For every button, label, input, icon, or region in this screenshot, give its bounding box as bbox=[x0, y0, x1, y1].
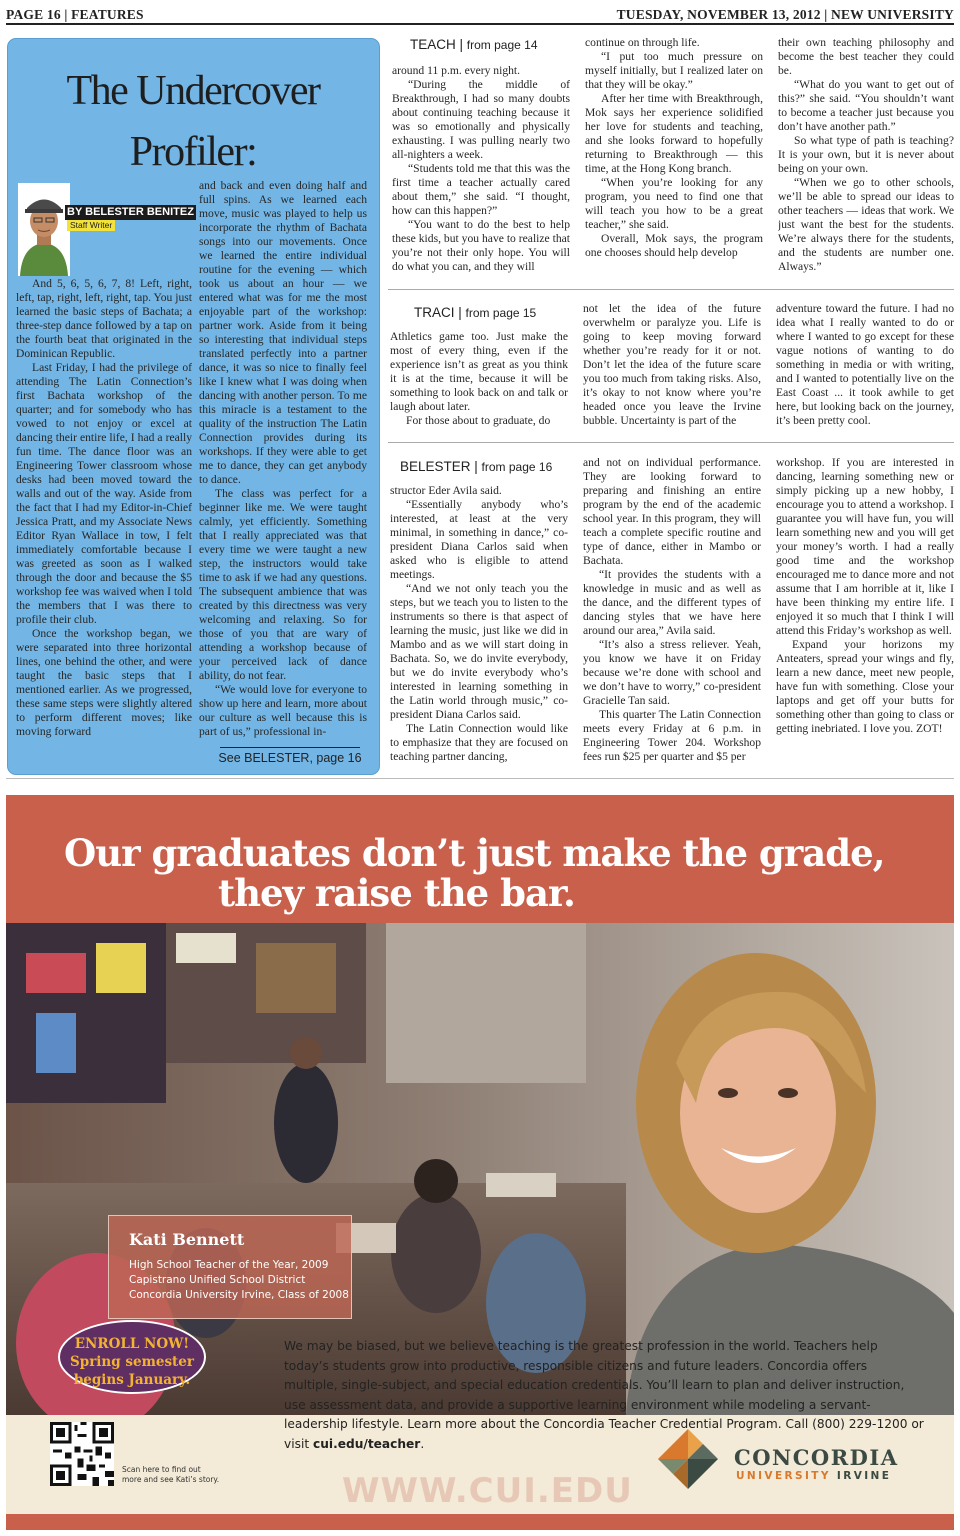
headline-line-1: Our graduates don’t just make the grade, bbox=[64, 831, 885, 875]
paragraph: And 5, 6, 5, 6, 7, 8! Left, right, left, tap, right, left, right, tap. You just learned the basic steps of Bachata; a three-step dance followed by a tap on the fourth beat that originated in the Dominican Republic. bbox=[16, 277, 192, 360]
paragraph: “Essentially anybody who’s interested, at least at the very minimal, in something in dance,” co-president Diana Carlos said when asked who is eligible to attend meetings. bbox=[390, 498, 568, 581]
website-watermark: WWW.CUI.EDU bbox=[342, 1471, 633, 1511]
logo-subtitle bbox=[736, 1470, 891, 1482]
headline-line-2: they raise the bar. bbox=[218, 871, 575, 915]
enroll-line: ENROLL NOW! bbox=[74, 1336, 190, 1352]
enroll-line: begins January. bbox=[73, 1372, 191, 1388]
ad-divider bbox=[6, 778, 954, 779]
paragraph: Expand your horizons my Anteaters, spread your wings and fly, learn a new dance, meet new people, have fun with something. Close your laptops and get off your butts for something other than going to class or getting inebriated. I love you. ZOT! bbox=[776, 638, 954, 735]
paragraph: Last Friday, I had the privilege of attending The Latin Connection’s first Bachata workshop of the quarter; and for somebody who has vowed to not enjoy or excel at dancing their entire life, I had a really fun time. The dance floor was an Engineering Tower classroom whose desks had been moved toward the walls and out of the way. Aside from the fact that I had my Editor-in-Chief Jessica Pratt, and my Associate News Editor Ryan Wallace in tow, I felt immediately comfortable because I was greeted as soon as I walked through the door and because the $5 workshop fee was waived when I told the members that I was there to profile their club. bbox=[16, 361, 192, 626]
testimonial-caption bbox=[108, 1215, 352, 1319]
jump-from: from page 15 bbox=[465, 306, 537, 320]
paragraph: The class was perfect for a beginner like me. We were taught calmly, yet efficiently. Something that I really appreciated was that every time we were taught a new step, the instructors would take time to ask if we had any questions. The subsequent ambience that was created by this directness was very welcoming and relaxing. So for those of you that are wary of attending a workshop because of your perceived lack of dance ability, do not fear. bbox=[199, 487, 367, 682]
paragraph: For those about to graduate, do bbox=[406, 414, 551, 427]
article-title bbox=[28, 61, 358, 183]
paragraph: “When you’re looking for any program, you need to find one that will teach you how to be a great teacher,” she said. bbox=[585, 176, 763, 231]
concordia-logo-icon bbox=[658, 1429, 718, 1489]
author-avatar bbox=[18, 183, 70, 276]
traci-column-3 bbox=[776, 302, 954, 432]
enroll-now-badge[interactable] bbox=[58, 1320, 206, 1394]
traci-column-1 bbox=[390, 330, 568, 432]
enroll-line: Spring semester bbox=[70, 1354, 194, 1370]
belester-column-3 bbox=[776, 456, 954, 768]
issue-date-label: TUESDAY, NOVEMBER 13, 2012 | NEW UNIVERSITY bbox=[616, 7, 954, 22]
paragraph: “We would love for everyone to show up here and learn, more about our culture as well because this is part of us,” professional in- bbox=[199, 683, 367, 738]
paragraph: This quarter The Latin Connection meets every Friday at 6 p.m. in Engineering Tower 204. Workshop fees run $25 per quarter and $5 per bbox=[583, 708, 761, 763]
title-line-2: Profiler: bbox=[129, 129, 257, 175]
traci-column-2 bbox=[583, 302, 761, 432]
paragraph: around 11 p.m. every night. bbox=[392, 64, 521, 77]
header-rule bbox=[6, 23, 954, 25]
paragraph: Once the workshop began, we were separated into three horizontal lines, one behind the other, and were taught the basic steps that I mentioned earlier. As we progressed, these same steps were slightly altered to perform different moves; like moving forward bbox=[16, 627, 192, 738]
ad-body-copy bbox=[284, 1337, 924, 1454]
staff-writer-label: Staff Writer bbox=[67, 220, 115, 231]
belester-column-2 bbox=[583, 456, 761, 768]
teach-column-2 bbox=[585, 36, 763, 278]
paragraph: continue on through life. bbox=[585, 36, 700, 49]
article-column-2 bbox=[199, 179, 367, 741]
paragraph: The Latin Connection would like to emphasize that they are focused on teaching partner dancing, bbox=[390, 722, 568, 763]
paragraph: adventure toward the future. I had no idea what I really wanted to do or where I wanted to go except for these vague notions of wanting to do something in media or with writing, and I wanted to potentially live on the East Coast ... it took awhile to get here, but looking back on the journey, it’s been pretty cool. bbox=[776, 302, 954, 427]
body-text: We may be biased, but we believe teaching is the greatest profession in the world. Teachers help today’s students grow into productive, responsible citizens and future leaders. Concordia offers multiple, single-subject, and special education credentials. You’ll learn to plan and deliver instruction, use assessment data, and provide a supportive learning environment while modeling a servant-leadership lifestyle. Learn more about the Concordia Teacher Credential Program. Call (800) 229-1200 or visit bbox=[284, 1339, 924, 1451]
paragraph: “And we not only teach you the steps, but we teach you to listen to the instruments so there is that aspect of learning the music, just like we did in Mambo and as we will start doing in Bachata. So, we do invite everybody, but we do invite everybody who’s interested in learning something in the Latin world through music,” co-president Diana Carlos said. bbox=[390, 582, 568, 721]
qr-caption-line: Scan here to find out bbox=[122, 1465, 201, 1474]
paragraph: “What do you want to get out of this?” she said. “You shouldn’t want to become a teacher just because you don’t have another path.” bbox=[778, 78, 954, 133]
paragraph: and not on individual performance. They are looking forward to preparing and finishing an entire program by the end of the academic school year. In this program, they will teach a complete specific routine and type of dance, either in Mambo or Bachata. bbox=[583, 456, 761, 567]
paragraph: “When we go to other schools, we’ll be able to spread our ideas to other teachers — ideas that work. We just want the best for the students. We’re always there for the students, and the students are number one. Always.” bbox=[778, 176, 954, 273]
paragraph: “It’s also a stress reliever. Yeah, you know we have it on Friday because we’re done with school and we don’t have to worry,” co-president Gracielle Tan said. bbox=[583, 638, 761, 707]
ad-bottom-stripe bbox=[6, 1514, 954, 1530]
page-section-label: PAGE 16 | FEATURES bbox=[6, 7, 144, 22]
paragraph: After her time with Breakthrough, Mok says her experience solidified her love for students and teaching, and she looks forward to hopefully returning to Breakthrough — this time, at the Hong Kong branch. bbox=[585, 92, 763, 175]
byline: BY BELESTER BENITEZ bbox=[67, 206, 194, 218]
paragraph: “During the middle of Breakthrough, I had so many doubts about continuing teaching because it was so emotionally and physically exhausting. I was pulling nearly two all-nighters a week. bbox=[392, 78, 570, 161]
paragraph: “I put too much pressure on myself initially, but I realized later on that they will be okay.” bbox=[585, 50, 763, 91]
body-text-end: . bbox=[420, 1436, 425, 1451]
belester-jump-head: BELESTER | from page 16 bbox=[400, 459, 553, 474]
traci-jump-head: TRACI | from page 15 bbox=[414, 305, 537, 320]
program-url-link[interactable]: cui.edu/teacher bbox=[313, 1436, 421, 1451]
paragraph: So what type of path is teaching? It is your own, but it is never about being on your own. bbox=[778, 134, 954, 175]
credential-line: Concordia University Irvine, Class of 2008 bbox=[129, 1289, 349, 1301]
paragraph: workshop. If you are interested in dancing, learning something new or simply picking up a new hobby, I encourage you to attend a workshop. I guarantee you will have fun, you will learn something new and you will get your money’s worth. I had a really good time and the workshop encouraged me to dance more and not assume that I am horrible at it, like I have been thinking my entire life. I enjoyed it so much that I think I will attend this Friday’s workshop as well. bbox=[776, 456, 954, 637]
qr-caption-line: more and see Kati’s story. bbox=[122, 1475, 220, 1484]
jump-label: TRACI bbox=[414, 305, 455, 320]
teach-jump-head: TEACH | from page 14 bbox=[410, 37, 538, 52]
logo-sub-university: UNIVERSITY bbox=[736, 1470, 831, 1482]
jump-label: BELESTER bbox=[400, 459, 471, 474]
belester-column-1 bbox=[390, 484, 568, 768]
logo-sub-irvine: IRVINE bbox=[836, 1470, 892, 1482]
title-line-1: The Undercover bbox=[66, 68, 320, 114]
paragraph: structor Eder Avila said. bbox=[390, 484, 502, 497]
qr-code-icon[interactable] bbox=[50, 1422, 114, 1486]
jump-rule bbox=[220, 747, 360, 748]
paragraph: not let the idea of the future overwhelm or paralyze you. Life is going to keep moving forward whether you’re ready for it or not. Don’t let the idea of the future scare you too much from taking risks. Also, it’s okay to not know where you’re headed once you leave the Irvine bubble. Uncertainty is part of the bbox=[583, 302, 761, 427]
jump-from: from page 14 bbox=[466, 38, 538, 52]
article-column-1 bbox=[16, 277, 192, 767]
person-credentials bbox=[129, 1258, 349, 1303]
qr-caption bbox=[122, 1465, 219, 1485]
profiler-article bbox=[7, 38, 380, 775]
page-header bbox=[6, 6, 954, 24]
jump-label: TEACH bbox=[410, 37, 456, 52]
paragraph: “You want to do the best to help these kids, but you have to realize that you’re not their only hope. You will do what you can, and they will bbox=[392, 218, 570, 273]
teach-column-1 bbox=[392, 64, 570, 278]
concordia-advertisement bbox=[6, 795, 954, 1530]
paragraph: “Students told me that this was the first time a teacher actually cared about them,” she said. “I thought, how can this happen?” bbox=[392, 162, 570, 217]
paragraph: “It provides the students with a knowledge in music and as well as the dance, and the different types of dancing styles that we have here around our area,” Avila said. bbox=[583, 568, 761, 637]
paragraph: and back and even doing half and full spins. As we learned each move, music was played to help us incorporate the rhythm of Bachata songs into our movements. Once we learned the entire individual routine for the evening — which took us about an hour — we entered what was for me the most enjoyable part of the workshop: partner work. Aside from it being so interesting that individual steps translated perfectly into a partner dance, it was so nice to finally feel like I knew what I was doing when dancing with another person. To me this miracle is a testament to the quality of the instruction The Latin Connection provides during its workshops. If they were able to get me to dance, they can get anybody to dance. bbox=[199, 179, 367, 486]
credential-line: High School Teacher of the Year, 2009 bbox=[129, 1259, 329, 1271]
section-divider bbox=[388, 442, 954, 443]
jump-link[interactable]: See BELESTER, page 16 bbox=[218, 751, 362, 765]
credential-line: Capistrano Unified School District bbox=[129, 1274, 306, 1286]
jump-from: from page 16 bbox=[481, 460, 553, 474]
logo-wordmark: CONCORDIA bbox=[734, 1445, 899, 1470]
paragraph: Athletics game too. Just make the most of every thing, even if the experience isn’t as great as you think it is at the time, because it will be something to look back on and talk or laugh about later. bbox=[390, 330, 568, 413]
section-divider bbox=[388, 289, 954, 290]
paragraph: their own teaching philosophy and become the best teacher they could be. bbox=[778, 36, 954, 77]
paragraph: Overall, Mok says, the program one chooses should help develop bbox=[585, 232, 763, 259]
teach-column-3 bbox=[778, 36, 954, 278]
person-name: Kati Bennett bbox=[129, 1230, 245, 1249]
